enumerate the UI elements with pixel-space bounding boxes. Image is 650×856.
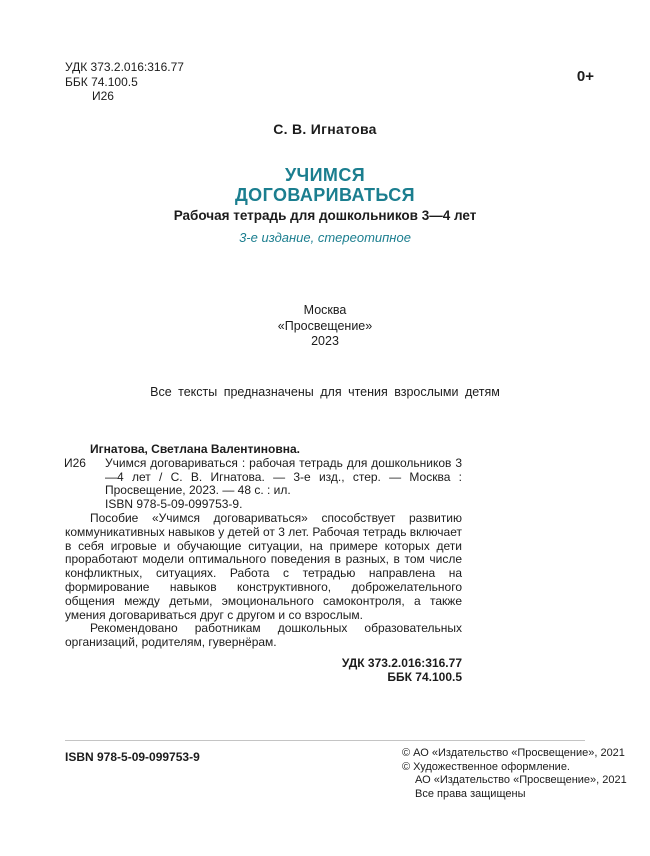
book-title-line2: ДОГОВАРИВАТЬСЯ [234,184,416,205]
book-title [0,166,650,205]
copyright-block [402,747,627,801]
edition-note: 3-е издание, стереотипное [239,230,411,245]
bib-udk-code: УДК 373.2.016:316.77 [341,655,462,670]
book-subtitle: Рабочая тетрадь для дошкольников 3—4 лет [173,208,477,223]
imprint-publisher: «Просвещение» [277,318,373,333]
copyright-line-rights: Все права защищены [415,787,526,800]
udk-code: УДК 373.2.016:316.77 [65,60,184,74]
bib-isbn: ISBN 978-5-09-099753-9. [105,497,243,512]
copyright-line-artwork: © Художественное оформление. [402,760,570,773]
annotation-paragraph: Пособие «Учимся договариваться» способствует развитию коммуникативных навыков у детей от 3 лет. Рабочая тетрадь включает в себя игровые и обучающие ситуации, на примере которых дети проработают модели оптимального поведения в разных, в том числе конфликтных, ситуациях. Работа с тетрадью направлена на формирование навыков конструктивного, доброжелательного общения между детьми, эмоционального самоконтроля, а также умения договариваться друг с другом и со взрослым. [65,510,462,622]
recommendation-paragraph: Рекомендовано работникам дошкольных образовательных организаций, родителям, гувернёрам. [65,621,462,650]
reading-note: Все тексты предназначены для чтения взрослыми детям [150,385,500,399]
bib-bbk-code: ББК 74.100.5 [387,669,462,684]
bib-index: И26 [64,455,86,470]
footer-isbn: ISBN 978-5-09-099753-9 [65,750,200,764]
footer-divider [65,740,585,741]
classification-block [65,60,184,104]
bib-author-full: Игнатова, Светлана Валентиновна. [90,442,301,456]
copyright-line-publisher: © АО «Издательство «Просвещение», 2021 [402,747,625,759]
bibliographic-block [65,443,462,685]
imprint-block [0,303,650,350]
bib-description: Учимся договариваться : рабочая тетрадь для дошкольников 3—4 лет / С. В. Игнатова. — 3-е изд., стер. — Москва : Просвещение, 2023. — 48 с. : ил. [105,455,462,498]
book-title-line1: УЧИМСЯ [284,165,366,185]
imprint-year: 2023 [311,334,339,348]
bib-entry [65,457,462,498]
author-sign-index: И26 [92,89,114,103]
imprint-city: Москва [303,303,347,317]
author-name: С. В. Игнатова [273,121,377,137]
copyright-line-publisher-2: АО «Издательство «Просвещение», 2021 [415,774,627,786]
age-rating-badge: 0+ [576,68,594,85]
bbk-code: ББК 74.100.5 [65,74,138,89]
